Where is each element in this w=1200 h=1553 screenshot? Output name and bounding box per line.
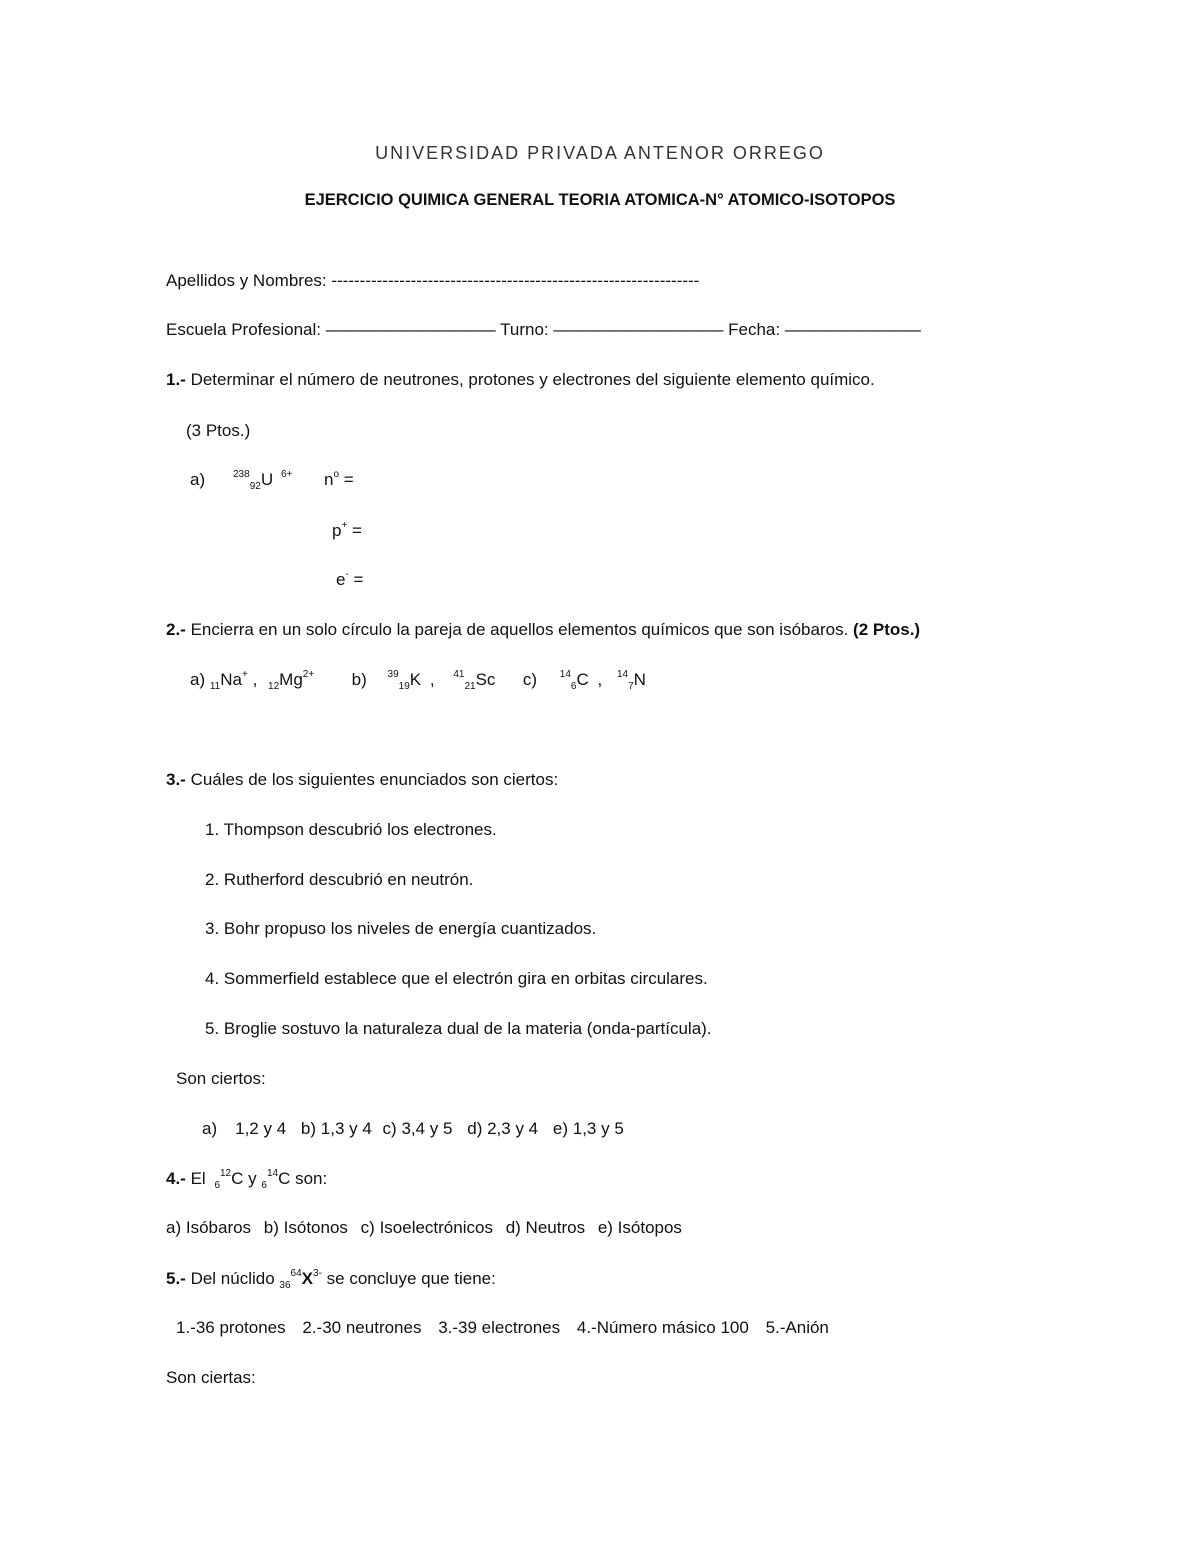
q1-symbol: U xyxy=(260,470,274,489)
q2-na-atomic: 11 xyxy=(209,681,221,692)
q5-symbol: X xyxy=(301,1269,314,1288)
q3-list-item xyxy=(205,918,596,940)
q3-item-text: Bohr propuso los niveles de energía cuantizados. xyxy=(223,919,597,938)
q5-option-text: 39 electrones xyxy=(458,1318,561,1337)
q4-c12-mass: 12 xyxy=(220,1168,232,1179)
q2-sc-atomic: 21 xyxy=(464,681,476,692)
q4-c14-atomic: 6 xyxy=(261,1180,267,1191)
q3-item-text: Thompson descubrió los electrones. xyxy=(223,820,497,839)
q2-c-symbol: C xyxy=(576,670,589,689)
q3-item-text: Rutherford descubrió en neutrón. xyxy=(223,870,474,889)
school-line: —————————— xyxy=(325,320,496,339)
q4-number: 4.- xyxy=(166,1169,186,1188)
q3-list-item xyxy=(205,968,708,990)
q3-item-number: 1. xyxy=(205,820,220,839)
q4-option-text: Isótopos xyxy=(617,1218,682,1237)
q4-option-text: Neutros xyxy=(525,1218,586,1237)
q1-proton-equals: = xyxy=(352,521,362,540)
q3-option-text: 2,3 y 4 xyxy=(487,1119,539,1138)
q2-c-label: c) xyxy=(522,670,538,689)
q4-statement xyxy=(166,1168,327,1193)
q5-option-label: 1.- xyxy=(176,1318,196,1337)
q5-intro: Del núclido xyxy=(190,1269,275,1288)
q5-option-text: Anión xyxy=(785,1318,829,1337)
q3-statement xyxy=(166,769,558,791)
q3-option-text: 1,3 y 4 xyxy=(320,1119,372,1138)
q4-option-text: Isótonos xyxy=(283,1218,348,1237)
q2-c-mass: 14 xyxy=(559,669,571,680)
q5-number: 5.- xyxy=(166,1269,186,1288)
q2-points: (2 Ptos.) xyxy=(853,620,921,639)
q3-item-number: 4. xyxy=(205,969,220,988)
q5-charge: 3- xyxy=(313,1268,322,1279)
school-row xyxy=(166,319,921,341)
school-label: Escuela Profesional: xyxy=(166,320,321,339)
q2-n-mass: 14 xyxy=(616,669,629,680)
shift-label: Turno: xyxy=(500,320,549,339)
q4-intro: El xyxy=(190,1169,206,1188)
q3-option-label: c) xyxy=(382,1119,397,1138)
q3-item-text: Sommerfield establece que el electrón gira en orbitas circulares. xyxy=(223,969,708,988)
q2-k-symbol: K xyxy=(409,670,422,689)
q1-neutrons-row xyxy=(324,469,354,494)
q1-points: (3 Ptos.) xyxy=(186,421,251,440)
q4-c14-mass: 14 xyxy=(266,1168,279,1179)
q4-conjunction: y xyxy=(248,1169,257,1188)
q3-answer-label: Son ciertos: xyxy=(176,1069,266,1088)
q4-option-text: Isóbaros xyxy=(185,1218,252,1237)
q4-option-label: d) xyxy=(505,1218,521,1237)
date-label: Fecha: xyxy=(728,320,781,339)
q2-na-charge: + xyxy=(241,669,248,680)
names-row xyxy=(166,270,699,292)
q2-options-row xyxy=(190,669,646,694)
q1-proton-mark: + xyxy=(341,520,348,531)
q5-option-label: 4.- xyxy=(576,1318,597,1337)
q4-option-label: a) xyxy=(166,1218,182,1237)
q4-c12-atomic: 6 xyxy=(214,1180,220,1191)
q5-option-label: 2.- xyxy=(302,1318,323,1337)
q2-b-comma: , xyxy=(429,670,435,689)
q3-list-item xyxy=(205,1018,712,1040)
q2-number: 2.- xyxy=(166,620,186,639)
q1-neutron-mark: o xyxy=(333,469,340,480)
q3-number: 3.- xyxy=(166,770,186,789)
exercise-title: EJERCICIO QUIMICA GENERAL TEORIA ATOMICA-N° ATOMICO-ISOTOPOS xyxy=(304,191,896,209)
q2-sc-symbol: Sc xyxy=(475,670,496,689)
university-name: UNIVERSIDAD PRIVADA ANTENOR ORREGO xyxy=(375,143,825,163)
q1-neutron-equals: = xyxy=(343,470,354,489)
q3-list-item xyxy=(205,869,473,891)
q5-option-label: 5.- xyxy=(765,1318,786,1337)
q2-statement xyxy=(166,619,920,641)
q5-ending: se concluye que tiene: xyxy=(326,1269,496,1288)
date-line: ———————— xyxy=(784,320,921,339)
q2-k-mass: 39 xyxy=(387,669,399,680)
q5-option-text: Número másico 100 xyxy=(596,1318,749,1337)
q5-atomic-number: 36 xyxy=(279,1280,291,1291)
q2-mg-atomic: 12 xyxy=(268,681,280,692)
q4-c12-symbol: C xyxy=(231,1169,244,1188)
q1-atomic-number: 92 xyxy=(249,481,261,492)
q1-electron-symbol: e xyxy=(336,570,346,589)
q2-a-label: a) xyxy=(190,670,206,689)
q2-c-comma: , xyxy=(597,670,603,689)
q3-option-label: e) xyxy=(552,1119,568,1138)
q1-nuclide xyxy=(233,469,293,494)
q3-item-text: Broglie sostuvo la naturaleza dual de la materia (onda-partícula). xyxy=(223,1019,712,1038)
q2-text: Encierra en un solo círculo la pareja de aquellos elementos químicos que son isóbaros. xyxy=(190,620,849,639)
q3-item-number: 2. xyxy=(205,870,220,889)
q2-na-symbol: Na xyxy=(220,670,242,689)
q2-b-label: b) xyxy=(351,670,367,689)
q1-number: 1.- xyxy=(166,370,186,389)
q5-option-text: 30 neutrones xyxy=(322,1318,422,1337)
q1-item-a-label: a) xyxy=(190,470,206,489)
q4-ending: son: xyxy=(295,1169,328,1188)
q3-option-text: 1,3 y 5 xyxy=(572,1119,624,1138)
q5-option-label: 3.- xyxy=(438,1318,459,1337)
q2-n-symbol: N xyxy=(633,670,646,689)
q3-item-number: 5. xyxy=(205,1019,220,1038)
q3-option-text: 3,4 y 5 xyxy=(401,1119,453,1138)
q5-answer-label: Son ciertas: xyxy=(166,1368,256,1387)
q2-k-atomic: 19 xyxy=(398,681,410,692)
q1-charge: 6+ xyxy=(281,469,293,480)
q1-statement xyxy=(166,369,875,391)
q4-c14-symbol: C xyxy=(278,1169,291,1188)
shift-line: —————————— xyxy=(553,320,724,339)
q5-mass-number: 64 xyxy=(290,1268,302,1279)
q3-options-row xyxy=(202,1118,624,1140)
q1-electrons-row xyxy=(336,569,363,594)
q1-proton-symbol: p xyxy=(332,521,342,540)
q4-option-text: Isoelectrónicos xyxy=(379,1218,493,1237)
q1-mass-number: 238 xyxy=(233,469,250,480)
q1-neutron-symbol: n xyxy=(324,470,334,489)
q2-mg-charge: 2+ xyxy=(302,669,315,680)
q5-options-row xyxy=(176,1317,829,1339)
q3-item-number: 3. xyxy=(205,919,220,938)
names-line: ----------------------------------------------------------------- xyxy=(331,271,700,290)
q3-option-text: 1,2 y 4 xyxy=(235,1119,287,1138)
q1-electron-equals: = xyxy=(353,570,364,589)
q3-option-label: b) xyxy=(300,1119,317,1138)
q4-options-row xyxy=(166,1217,682,1239)
q4-option-label: e) xyxy=(597,1218,613,1237)
q4-option-label: c) xyxy=(360,1218,375,1237)
names-label: Apellidos y Nombres: xyxy=(166,271,327,290)
q1-text: Determinar el número de neutrones, protones y electrones del siguiente elemento químico. xyxy=(190,370,875,389)
q2-mg-symbol: Mg xyxy=(279,670,303,689)
q3-option-label: d) xyxy=(467,1119,483,1138)
q2-a-comma: , xyxy=(252,670,258,689)
q2-n-atomic: 7 xyxy=(628,681,634,692)
q3-text: Cuáles de los siguientes enunciados son ciertos: xyxy=(190,770,559,789)
q3-list-item xyxy=(205,819,497,841)
q1-electron-mark: - xyxy=(345,569,349,580)
q1-protons-row xyxy=(332,520,362,545)
q4-option-label: b) xyxy=(263,1218,279,1237)
q5-option-text: 36 protones xyxy=(195,1318,286,1337)
q5-statement xyxy=(166,1268,496,1293)
q2-c-atomic: 6 xyxy=(570,681,577,692)
q3-option-label: a) xyxy=(202,1119,218,1138)
q2-sc-mass: 41 xyxy=(453,669,465,680)
